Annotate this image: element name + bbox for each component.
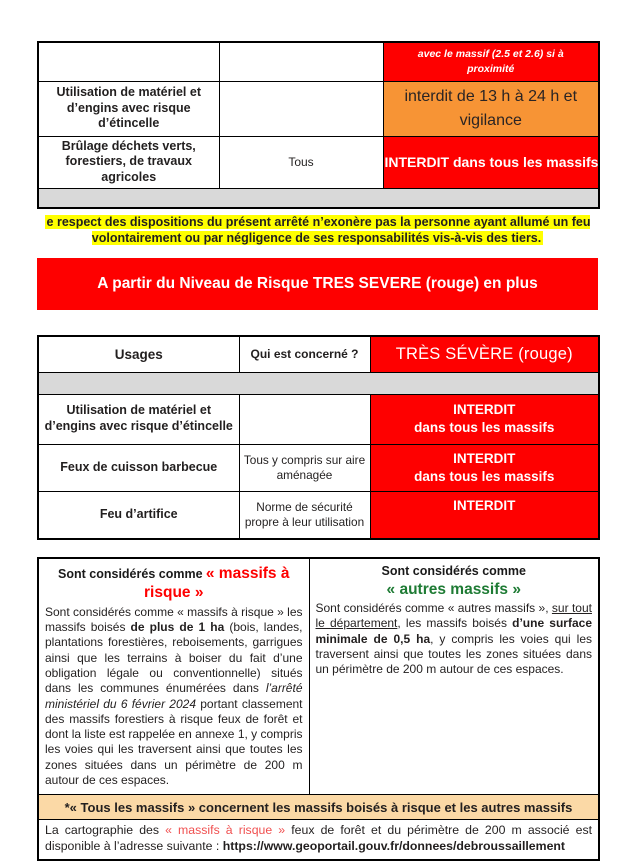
geoportail-url[interactable]: https://www.geoportail.gouv.fr/donnees/debroussaillement xyxy=(222,838,566,853)
status-cell-interdit-massifs xyxy=(370,394,599,444)
definition-text-bold: d’une surface minimale de 0,5 ha xyxy=(315,616,592,646)
header-usages: Usages xyxy=(38,336,239,372)
note-text: feux de forêt et du périmètre de 200 m associé est disponible à l’adresse suivante : xyxy=(45,823,593,853)
definition-text: , les massifs boisés xyxy=(397,616,513,631)
definition-heading xyxy=(316,564,593,599)
status-cell-massif-proximite: avec le massif (2.5 et 2.6) si à proximité xyxy=(383,42,599,81)
banner-label: A partir du Niveau de Risque TRES SEVERE (rouge) en plus xyxy=(97,275,538,292)
who-cell: Tous xyxy=(219,136,383,188)
table-spacer-row xyxy=(38,188,599,208)
severe-risk-table xyxy=(37,41,600,209)
tous-les-massifs-footnote: *« Tous les massifs » concernent les massifs boisés à risque et les autres massifs xyxy=(38,795,599,820)
status-cell-interdit-massifs: INTERDIT dans tous les massifs xyxy=(383,136,599,188)
tres-severe-banner xyxy=(37,258,598,310)
status-line1: INTERDIT xyxy=(453,497,516,513)
table-row xyxy=(38,42,599,81)
who-cell: Tous y compris sur aire aménagée xyxy=(239,444,370,491)
definition-text-bold: de plus de 1 ha xyxy=(130,620,225,635)
definition-text-underline: sur tout le département xyxy=(315,601,592,631)
gray-spacer-cell xyxy=(38,372,599,394)
status-line1: INTERDIT xyxy=(453,402,516,418)
definition-text: Sont considérés comme « autres massifs », xyxy=(315,601,552,615)
definition-heading xyxy=(45,564,303,603)
definition-text: , y compris les voies qui les traversent ainsi que toutes les zones situées dans un périmètre de 200 m autour de ces espaces. xyxy=(315,631,592,677)
status-cell-interdit-massifs xyxy=(370,444,599,491)
table-row xyxy=(38,394,599,444)
table-spacer-row xyxy=(38,372,599,394)
highlighted-text: e respect des dispositions du présent arrêté n’exonère pas la personne ayant allumé un feu volontairement ou par négligence de ses responsabilités vis-à-vis des tiers. xyxy=(46,215,591,245)
definition-text-italic: l’arrêté ministériel du 6 février 2024 xyxy=(45,681,303,711)
table-header-row xyxy=(38,336,599,372)
massifs-a-risque-term: « massifs à risque » xyxy=(144,565,290,602)
usage-cell: Utilisation de matériel et d’engins avec risque d’étincelle xyxy=(38,394,239,444)
definitions-row xyxy=(38,558,599,795)
massifs-a-risque-definition xyxy=(38,558,309,795)
who-cell: Norme de sécurité propre à leur utilisation xyxy=(239,491,370,539)
table-row xyxy=(38,491,599,539)
usage-cell: Brûlage déchets verts, forestiers, de travaux agricoles xyxy=(38,136,219,188)
heading-prefix: Sont considérés comme xyxy=(58,567,203,581)
who-cell xyxy=(219,42,383,81)
definition-text: Sont considérés comme « massifs à risque » les massifs boisés xyxy=(45,604,303,635)
autres-massifs-term: « autres massifs » xyxy=(386,580,521,598)
table-row xyxy=(38,444,599,491)
cartography-note-row xyxy=(38,820,599,861)
who-cell xyxy=(239,394,370,444)
status-line2: dans tous les massifs xyxy=(414,468,555,484)
definition-text: portant classement des massifs forestiers à risque feux de forêt et dont la liste est rappelée en annexe 1, y compris les voies qui les traversent ainsi que toutes les zones situées dans un périmètre de 200 m autour de ces espaces. xyxy=(45,696,303,788)
header-qui-est-concerne: Qui est concerné ? xyxy=(239,336,370,372)
usage-cell: Feu d’artifice xyxy=(38,491,239,539)
usage-cell: Utilisation de matériel et d’engins avec risque d’étincelle xyxy=(38,81,219,136)
tres-severe-table xyxy=(37,335,600,540)
massifs-definitions xyxy=(37,557,600,861)
heading-prefix: Sont considérés comme xyxy=(381,564,526,578)
who-cell xyxy=(219,81,383,136)
cartography-note xyxy=(38,820,599,861)
usage-cell: Feux de cuisson barbecue xyxy=(38,444,239,491)
liability-disclaimer xyxy=(37,215,598,246)
footnote-row xyxy=(38,795,599,820)
gray-spacer-cell xyxy=(38,188,599,208)
status-line2: dans tous les massifs xyxy=(414,420,555,435)
header-tres-severe: TRÈS SÉVÈRE (rouge) xyxy=(370,336,599,372)
status-line1: INTERDIT xyxy=(453,450,516,466)
definition-text: (bois, landes, plantations forestières, reboisements, garrigues ainsi que les terrains à boiser du fait d’une obligation légale ou conventionnelle) situés dans les communes énumérées dans xyxy=(45,620,303,696)
table-row xyxy=(38,136,599,188)
status-cell-interdit-13h-24h: interdit de 13 h à 24 h et vigilance xyxy=(383,81,599,136)
usage-cell xyxy=(38,42,219,81)
table-row xyxy=(38,81,599,136)
autres-massifs-definition xyxy=(309,558,599,795)
note-text: La cartographie des xyxy=(45,823,166,838)
massifs-a-risque-mention: « massifs à risque » xyxy=(165,823,286,838)
status-cell-interdit xyxy=(370,491,599,539)
